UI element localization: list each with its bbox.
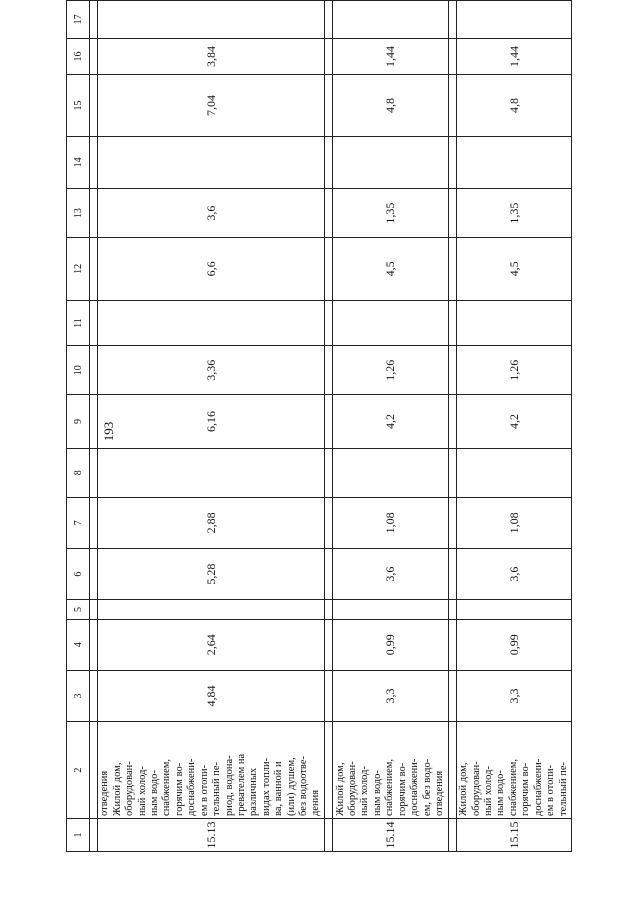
col-header-16: 16 [67,38,90,74]
separator-cell [90,619,98,670]
description-line: (или) душем, [285,757,297,816]
separator-cell [90,549,98,600]
description-line: оборудован- [470,761,482,816]
value-cell-col-6: 3,6 [456,549,572,600]
separator-cell [325,670,333,721]
separator-cell [448,722,456,819]
description-line: ным водо- [149,770,161,816]
separator-cell [448,38,456,74]
value-cell-col-5 [98,600,325,619]
separator-cell [325,619,333,670]
description-line: доснабжени- [532,758,544,816]
description-line: снабжением, [507,759,519,816]
row-separator [90,1,98,852]
value-cell-col-3: 4,84 [98,670,325,721]
separator-cell [90,670,98,721]
value-cell-col-11 [98,300,325,346]
col-header-7: 7 [67,497,90,548]
value-cell-col-6: 3,6 [333,549,449,600]
separator-cell [448,189,456,238]
row-separator [325,1,333,852]
separator-cell [90,600,98,619]
description-line: оборудован- [347,761,359,816]
row-separator [448,1,456,852]
separator-cell [325,136,333,188]
separator-cell [325,395,333,449]
value-cell-col-17 [456,1,572,39]
value-cell-col-14 [333,136,449,188]
separator-cell [325,238,333,301]
separator-cell [325,600,333,619]
value-cell-col-5 [456,600,572,619]
col-header-14: 14 [67,136,90,188]
separator-cell [448,600,456,619]
description-line: доснабжени- [409,758,421,816]
description-line: дения [310,789,322,816]
value-cell-col-6: 5,28 [98,549,325,600]
description-line: ва, ванной и [273,761,285,816]
separator-cell [325,189,333,238]
col-header-1: 1 [67,818,90,851]
separator-cell [90,189,98,238]
table-body [90,1,572,852]
value-cell-col-11 [333,300,449,346]
separator-cell [90,300,98,346]
separator-cell [448,238,456,301]
separator-cell [325,346,333,395]
description-line: горячим во- [396,762,408,816]
value-cell-col-8 [333,448,449,497]
separator-cell [448,549,456,600]
value-cell-col-8 [456,448,572,497]
description-line: отведения [433,770,445,816]
description-line: ем, без водо- [421,758,433,816]
description-line: доснабжени- [186,758,198,816]
separator-cell [90,818,98,851]
description-line: тельный пе- [557,761,569,816]
separator-cell [90,448,98,497]
description-line: Жилой дом, [111,762,123,816]
separator-cell [448,619,456,670]
row-description [333,722,449,819]
separator-cell [325,722,333,819]
value-cell-col-17 [333,1,449,39]
value-cell-col-14 [456,136,572,188]
col-header-2: 2 [67,722,90,819]
value-cell-col-13: 3,6 [98,189,325,238]
separator-cell [448,395,456,449]
description-line: тельный пе- [211,761,223,816]
description-line: Жилой дом, [458,762,470,816]
separator-cell [325,818,333,851]
separator-cell [448,818,456,851]
rotated-table-wrapper [66,0,569,852]
description-line: ный холод- [136,766,148,816]
value-cell-col-16: 3,84 [98,38,325,74]
description-line: горячим во- [520,762,532,816]
separator-cell [325,1,333,39]
col-header-8: 8 [67,448,90,497]
description-line: ный холод- [359,766,371,816]
value-cell-col-11 [456,300,572,346]
value-cell-col-7: 1,08 [456,497,572,548]
description-line: снабжением, [384,759,396,816]
value-cell-col-3: 3,3 [456,670,572,721]
description-line: снабжением, [161,759,173,816]
value-cell-col-16: 1,44 [456,38,572,74]
value-cell-col-9: 4,2 [456,395,572,449]
col-header-15: 15 [67,75,90,137]
value-cell-col-9: 6,16 [98,395,325,449]
column-number-header-row [67,1,90,852]
value-cell-col-5 [333,600,449,619]
separator-cell [448,448,456,497]
separator-cell [325,549,333,600]
separator-cell [325,300,333,346]
separator-cell [90,722,98,819]
value-cell-col-16: 1,44 [333,38,449,74]
value-cell-col-12: 4,5 [333,238,449,301]
value-cell-col-15: 4,8 [333,75,449,137]
separator-cell [90,497,98,548]
description-line: гревателем на [235,753,247,816]
separator-cell [90,38,98,74]
separator-cell [325,448,333,497]
row-number: 15.15 [456,818,572,851]
description-line: отведения [99,770,111,816]
row-description [456,722,572,819]
description-line: Жилой дом, [334,762,346,816]
value-cell-col-13: 1,35 [456,189,572,238]
description-line: ем в отопи- [198,764,210,816]
col-header-6: 6 [67,549,90,600]
value-cell-col-15: 7,04 [98,75,325,137]
col-header-4: 4 [67,619,90,670]
description-line: горячим во- [173,762,185,816]
row-description [98,722,325,819]
description-line: ный холод- [483,766,495,816]
value-cell-col-7: 2,88 [98,497,325,548]
separator-cell [325,497,333,548]
separator-cell [448,670,456,721]
value-cell-col-15: 4,8 [456,75,572,137]
value-cell-col-4: 2,64 [98,619,325,670]
value-cell-col-8 [98,448,325,497]
separator-cell [90,75,98,137]
description-line: ным водо- [371,770,383,816]
col-header-10: 10 [67,346,90,395]
col-header-5: 5 [67,600,90,619]
table-row [456,1,572,852]
separator-cell [90,136,98,188]
col-header-13: 13 [67,189,90,238]
description-line: видах топли- [260,757,272,816]
col-header-11: 11 [67,300,90,346]
value-cell-col-12: 4,5 [456,238,572,301]
description-line: без водоотве- [297,756,309,816]
separator-cell [325,75,333,137]
value-cell-col-10: 1,26 [333,346,449,395]
row-number: 15.14 [333,818,449,851]
page-number: 193 [101,421,116,442]
separator-cell [448,75,456,137]
separator-cell [448,346,456,395]
value-cell-col-4: 0,99 [333,619,449,670]
value-cell-col-13: 1,35 [333,189,449,238]
table-row [333,1,449,852]
value-cell-col-14 [98,136,325,188]
value-cell-col-12: 6,6 [98,238,325,301]
separator-cell [90,346,98,395]
col-header-3: 3 [67,670,90,721]
description-line: ем в отопи- [545,764,557,816]
separator-cell [90,395,98,449]
value-cell-col-10: 1,26 [456,346,572,395]
value-cell-col-4: 0,99 [456,619,572,670]
value-cell-col-17 [98,1,325,39]
tariff-table [66,0,572,852]
value-cell-col-7: 1,08 [333,497,449,548]
separator-cell [448,497,456,548]
description-line: риод, водона- [223,755,235,816]
description-line: различных [248,767,260,816]
separator-cell [325,38,333,74]
col-header-9: 9 [67,395,90,449]
separator-cell [90,238,98,301]
separator-cell [448,136,456,188]
description-line: ным водо- [495,770,507,816]
separator-cell [448,1,456,39]
value-cell-col-3: 3,3 [333,670,449,721]
col-header-17: 17 [67,1,90,39]
value-cell-col-9: 4,2 [333,395,449,449]
description-line: оборудован- [124,761,136,816]
separator-cell [90,1,98,39]
table-row [98,1,325,852]
separator-cell [448,300,456,346]
col-header-12: 12 [67,238,90,301]
value-cell-col-10: 3,36 [98,346,325,395]
row-number: 15.13 [98,818,325,851]
